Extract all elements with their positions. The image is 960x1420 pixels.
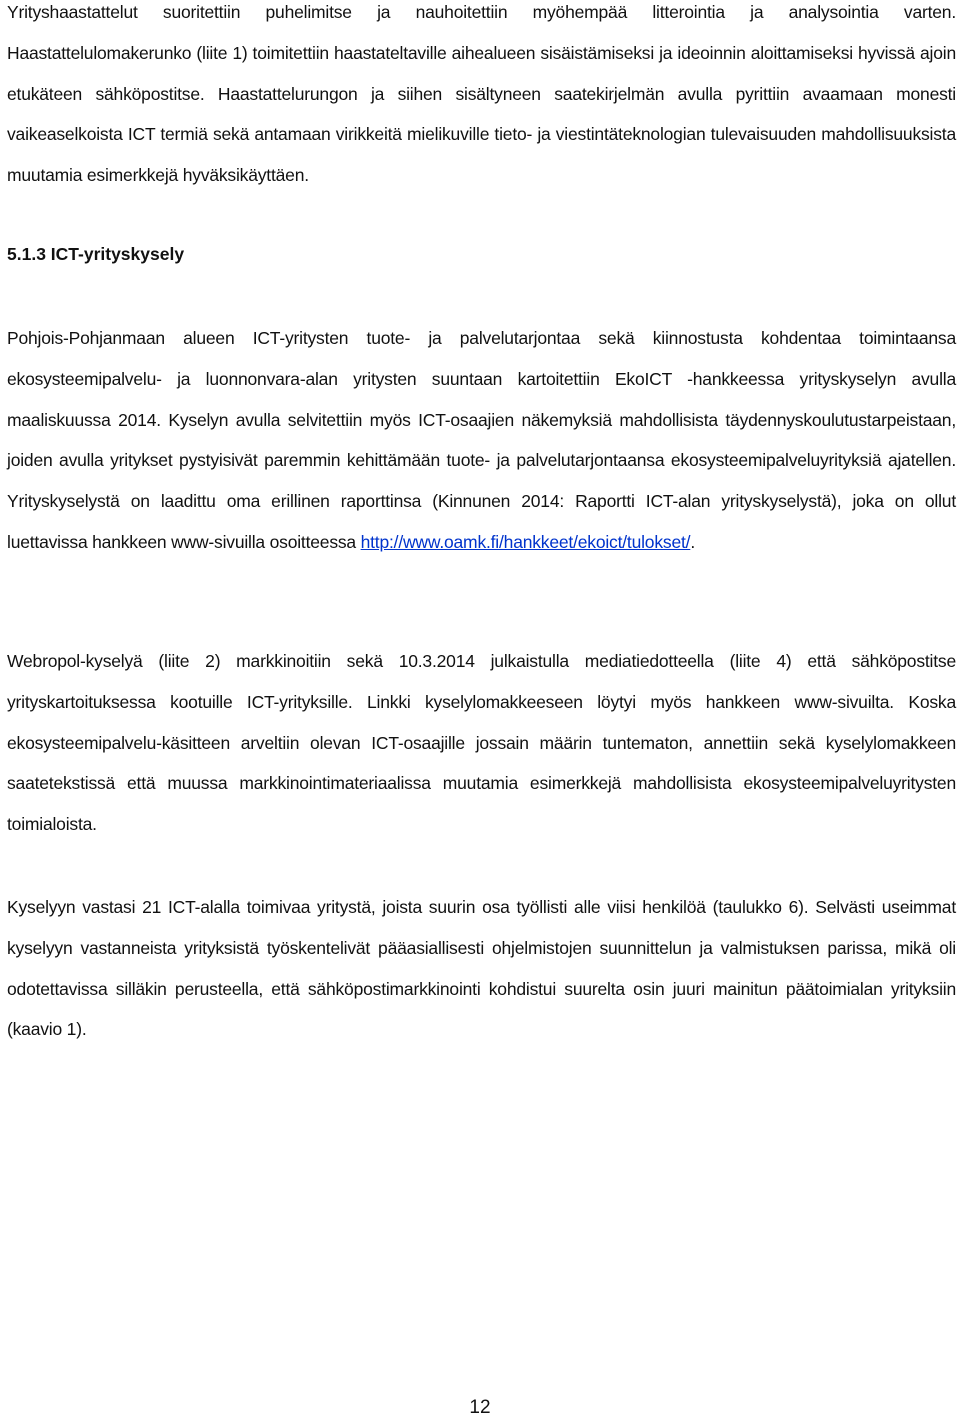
survey-text-end: .: [690, 531, 695, 552]
section-heading: 5.1.3 ICT-yrityskysely: [7, 244, 185, 264]
page-number: 12: [469, 1397, 491, 1418]
paragraph-webropol: Webropol-kyselyä (liite 2) markkinoitiin sekä 10.3.2014 julkaistulla mediatiedotteella (liite 4) että sähköpostitse yrityskartoituksessa kootuille ICT-yrityksille. Linkki kyselylomakkeeseen löytyi myös hankkeen www-sivuilta. Koska ekosysteemipalvelu-käsitteen arveltiin olevan ICT-osaajille jossain määrin tuntematon, annettiin sekä kyselylomakkeen saatetekstissä että muussa markkinointimateriaalissa muutamia esimerkkejä mahdollisista ekosysteemipalveluyritysten toimialoista.: [7, 651, 956, 835]
survey-text: Pohjois-Pohjanmaan alueen ICT-yritysten tuote- ja palvelutarjontaa sekä kiinnostusta kohdentaa toimintaansa ekosysteemipalvelu- ja luonnonvara-alan yritysten suuntaan kartoitettiin EkoICT -hankkeessa yrityskyselyn avulla maaliskuussa 2014. Kyselyn avulla selvitettiin myös ICT-osaajien näkemyksiä mahdollisista täydennyskoulutustarpeistaan, joiden avulla yritykset pystyisivät paremmin kehittämään tuote- ja palvelutarjontaansa ekosysteemipalveluyrityksiä ajatellen. Yrityskyselystä on laadittu oma erillinen raporttinsa (Kinnunen 2014: Raportti ICT-alan yrityskyselystä), joka on ollut luettavissa hankkeen www-sivuilla osoitteessa: [7, 328, 956, 552]
results-link[interactable]: http://www.oamk.fi/hankkeet/ekoict/tulokset/: [360, 531, 691, 552]
paragraph-interviews: Yrityshaastattelut suoritettiin puhelimitse ja nauhoitettiin myöhempää litterointia ja analysointia varten. Haastattelulomakerunko (liite 1) toimitettiin haastateltaville aihealueen sisäistämiseksi ja ideoinnin aloittamiseksi hyvissä ajoin etukäteen sähköpostitse. Haastattelurungon ja siihen sisältyneen saatekirjelmän avulla pyrittiin avaamaan monesti vaikeaselkoista ICT termiä sekä antamaan virikkeitä mielikuville tieto- ja viestintäteknologian tulevaisuuden mahdollisuuksista muutamia esimerkkejä hyväksikäyttäen.: [7, 2, 956, 186]
paragraph-responses: Kyselyyn vastasi 21 ICT-alalla toimivaa yritystä, joista suurin osa työllisti alle viisi henkilöä (taulukko 6). Selvästi useimmat kyselyyn vastanneista yrityksistä työskentelivät pääasiallisesti ohjelmistojen suunnittelun ja valmistuksen parissa, mikä oli odotettavissa silläkin perusteella, että sähköpostimarkkinointi kohdistui suurelta osin juuri mainitun päätoimialan yrityksiin (kaavio 1).: [7, 897, 956, 1040]
paragraph-survey: [7, 318, 956, 563]
